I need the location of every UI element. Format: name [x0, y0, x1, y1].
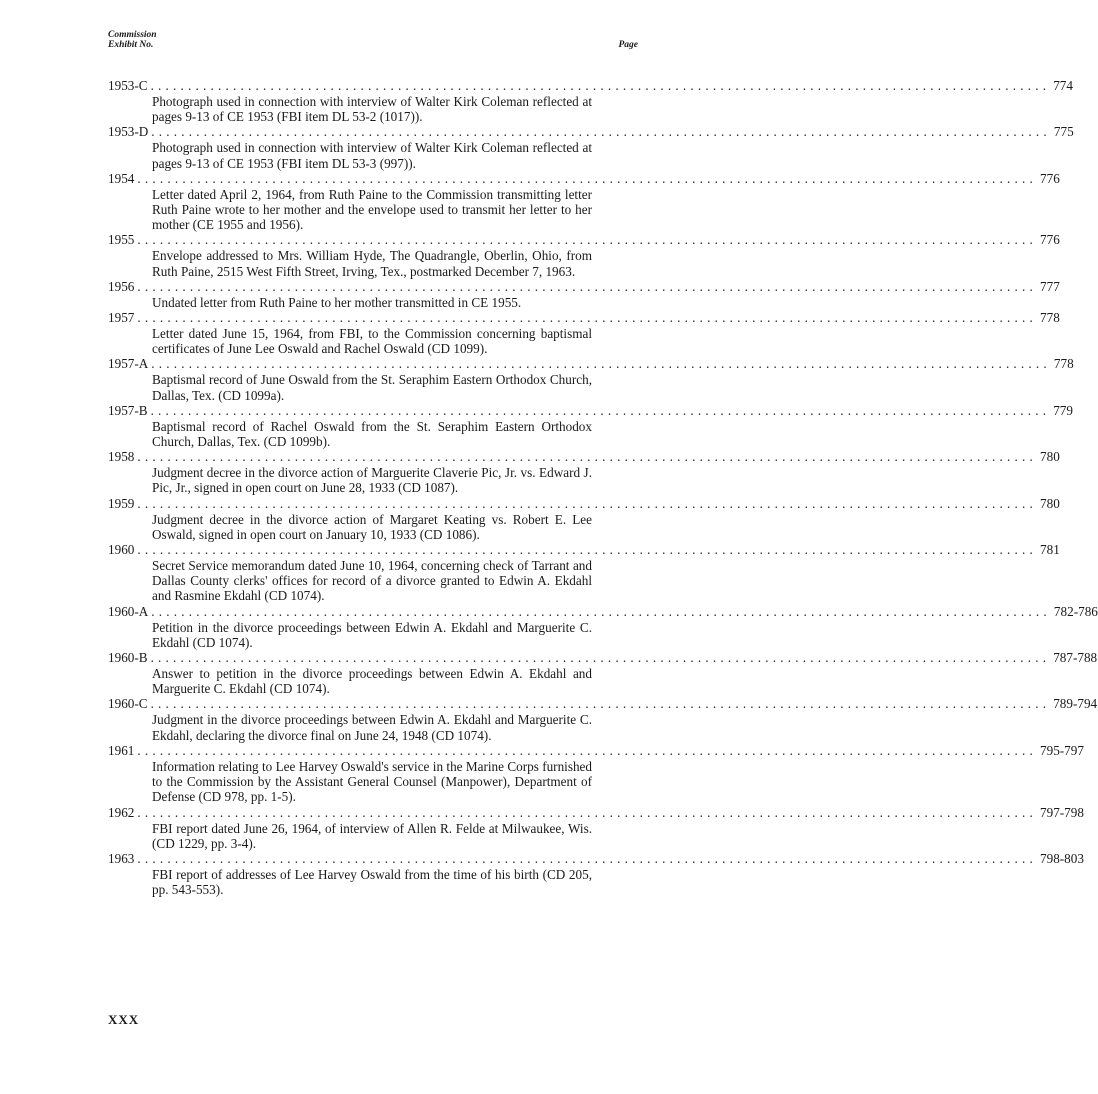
- exhibit-entry-line: [108, 742, 1084, 759]
- exhibit-description: Judgment decree in the divorce action of Margaret Keating vs. Robert E. Lee Oswald, signed in open court on January 10, 1933 (CD 1086).: [152, 511, 592, 542]
- column-header: [108, 28, 638, 80]
- exhibit-entry: [108, 449, 1060, 496]
- page-reference: 775: [1053, 124, 1074, 140]
- page-column-heading: Page: [618, 40, 638, 50]
- dot-leader: ........................................................................................................................: [137, 449, 1037, 465]
- exhibit-entry-line: [108, 650, 1098, 666]
- exhibit-number: 1960: [108, 542, 135, 558]
- exhibit-description: Photograph used in connection with interview of Walter Kirk Coleman reflected at pages 9-13 of CE 1953 (FBI item DL 53-2 (1017)).: [152, 94, 592, 125]
- exhibit-entry-line: [108, 232, 1060, 248]
- dot-leader: ........................................................................................................................: [150, 402, 1051, 418]
- exhibit-entry-line: [108, 850, 1084, 867]
- page-reference: 797-798: [1040, 804, 1084, 820]
- exhibit-entry-line: [108, 449, 1060, 465]
- exhibit-entry-line: [108, 78, 1073, 94]
- page-reference: 789-794: [1053, 696, 1098, 712]
- exhibit-heading-line1: Commission: [108, 30, 157, 40]
- page-reference: 781: [1040, 542, 1060, 558]
- dot-leader: ........................................................................................................................: [151, 124, 1051, 140]
- dot-leader: ........................................................................................................................: [137, 542, 1037, 558]
- exhibit-number: 1957-A: [108, 356, 149, 372]
- page-reference: 778: [1053, 356, 1074, 372]
- page-reference: 795-797: [1040, 742, 1084, 758]
- exhibit-description: Judgment decree in the divorce action of Marguerite Claverie Pic, Jr. vs. Edward J. Pic, Jr., signed in open court on June 28, 1933 (CD 1087).: [152, 465, 592, 496]
- exhibit-number: 1960-B: [108, 650, 148, 666]
- page-reference: 776: [1040, 170, 1060, 186]
- exhibit-entry: [108, 850, 1084, 898]
- dot-leader: ........................................................................................................................: [137, 850, 1037, 866]
- exhibit-description: Letter dated June 15, 1964, from FBI, to the Commission concerning baptismal certificates of June Lee Oswald and Rachel Oswald (CD 1099).: [152, 326, 592, 357]
- exhibit-number: 1958: [108, 449, 135, 465]
- exhibit-entry: [108, 232, 1060, 279]
- exhibit-entry: [108, 124, 1074, 171]
- page-reference: 774: [1053, 78, 1073, 93]
- page-reference: 779: [1053, 402, 1073, 418]
- exhibit-number: 1957: [108, 310, 135, 326]
- dot-leader: ........................................................................................................................: [150, 696, 1051, 712]
- exhibit-number: 1963: [108, 850, 135, 866]
- exhibit-description: Letter dated April 2, 1964, from Ruth Paine to the Commission transmitting letter Ruth Paine wrote to her mother and the envelope used to transmit her letter to her mother (CE 1955 and 1956).: [152, 186, 592, 233]
- page-number-footer: XXX: [108, 1012, 140, 1027]
- exhibit-number: 1957-B: [108, 402, 148, 418]
- exhibit-description: FBI report dated June 26, 1964, of interview of Allen R. Felde at Milwaukee, Wis. (CD 1229, pp. 3-4).: [152, 820, 592, 851]
- dot-leader: ........................................................................................................................: [151, 603, 1051, 619]
- dot-leader: ........................................................................................................................: [137, 495, 1037, 511]
- page-reference: 780: [1040, 495, 1060, 511]
- exhibit-entry: [108, 603, 1098, 650]
- document-page: [108, 28, 1098, 898]
- exhibit-number: 1960-C: [108, 696, 148, 712]
- exhibit-heading-line2: Exhibit No.: [108, 40, 154, 50]
- dot-leader: ........................................................................................................................: [137, 742, 1037, 758]
- exhibit-entry-line: [108, 495, 1060, 512]
- exhibit-entry-line: [108, 170, 1060, 187]
- exhibit-entry: [108, 650, 1098, 697]
- page-reference: 787-788: [1053, 650, 1098, 666]
- page-reference: 777: [1040, 278, 1060, 294]
- exhibit-description: Photograph used in connection with interview of Walter Kirk Coleman reflected at pages 9-13 of CE 1953 (FBI item DL 53-3 (997)).: [152, 140, 592, 171]
- exhibit-entry: [108, 696, 1098, 743]
- exhibit-number: 1953-D: [108, 124, 149, 140]
- exhibit-entry: [108, 495, 1060, 542]
- dot-leader: ........................................................................................................................: [137, 804, 1037, 820]
- exhibit-list: [108, 78, 1098, 898]
- dot-leader: ........................................................................................................................: [150, 78, 1051, 93]
- exhibit-description: Baptismal record of Rachel Oswald from the St. Seraphim Eastern Orthodox Church, Dallas, Tex. (CD 1099b).: [152, 418, 592, 450]
- page-reference: 776: [1040, 232, 1060, 248]
- exhibit-entry: [108, 170, 1060, 233]
- exhibit-entry: [108, 542, 1060, 604]
- dot-leader: ........................................................................................................................: [151, 356, 1051, 372]
- page-reference: 798-803: [1040, 850, 1084, 866]
- exhibit-number: 1959: [108, 495, 135, 511]
- exhibit-entry-line: [108, 310, 1060, 326]
- exhibit-number: 1961: [108, 742, 135, 758]
- exhibit-number: 1960-A: [108, 603, 149, 619]
- exhibit-entry-line: [108, 278, 1060, 295]
- exhibit-entry: [108, 78, 1073, 125]
- exhibit-description: Answer to petition in the divorce proceedings between Edwin A. Ekdahl and Marguerite C. Ekdahl (CD 1074).: [152, 666, 592, 697]
- dot-leader: ........................................................................................................................: [137, 278, 1037, 294]
- exhibit-entry-line: [108, 356, 1074, 372]
- exhibit-number: 1954: [108, 170, 135, 186]
- exhibit-description: Baptismal record of June Oswald from the St. Seraphim Eastern Orthodox Church, Dallas, Tex. (CD 1099a).: [152, 372, 592, 403]
- exhibit-number: 1962: [108, 804, 135, 820]
- exhibit-description: Information relating to Lee Harvey Oswald's service in the Marine Corps furnished to the Commission by the Assistant General Counsel (Manpower), Department of Defense (CD 978, pp. 1-5).: [152, 758, 592, 805]
- exhibit-description: FBI report of addresses of Lee Harvey Oswald from the time of his birth (CD 205, pp. 543-553).: [152, 866, 592, 898]
- exhibit-entry: [108, 356, 1074, 403]
- exhibit-entry-line: [108, 542, 1060, 558]
- exhibit-entry: [108, 278, 1060, 310]
- exhibit-number: 1955: [108, 232, 135, 248]
- dot-leader: ........................................................................................................................: [137, 170, 1037, 186]
- exhibit-entry-line: [108, 603, 1098, 620]
- exhibit-entry-line: [108, 804, 1084, 821]
- exhibit-entry: [108, 804, 1084, 851]
- exhibit-entry: [108, 402, 1073, 450]
- dot-leader: ........................................................................................................................: [150, 650, 1051, 666]
- dot-leader: ........................................................................................................................: [137, 232, 1037, 248]
- exhibit-description: Judgment in the divorce proceedings between Edwin A. Ekdahl and Marguerite C. Ekdahl, declaring the divorce final on June 24, 1948 (CD 1074).: [152, 712, 592, 743]
- page-reference: 778: [1040, 310, 1060, 326]
- exhibit-entry-line: [108, 696, 1098, 712]
- page-reference: 782-786: [1053, 603, 1098, 619]
- dot-leader: ........................................................................................................................: [137, 310, 1037, 326]
- exhibit-entry: [108, 742, 1084, 805]
- exhibit-number: 1953-C: [108, 78, 148, 93]
- exhibit-description: Petition in the divorce proceedings between Edwin A. Ekdahl and Marguerite C. Ekdahl (CD 1074).: [152, 619, 592, 650]
- exhibit-entry-line: [108, 124, 1074, 140]
- exhibit-column-heading: [108, 30, 157, 50]
- exhibit-entry-line: [108, 402, 1073, 419]
- exhibit-entry: [108, 310, 1060, 357]
- page-reference: 780: [1040, 449, 1060, 465]
- exhibit-description: Undated letter from Ruth Paine to her mother transmitted in CE 1955.: [152, 294, 522, 310]
- exhibit-description: Secret Service memorandum dated June 10, 1964, concerning check of Tarrant and Dallas County clerks' offices for record of a divorce granted to Edwin A. Ekdahl and Rasmine Ekdahl (CD 1074).: [152, 558, 592, 604]
- exhibit-description: Envelope addressed to Mrs. William Hyde, The Quadrangle, Oberlin, Ohio, from Ruth Paine, 2515 West Fifth Street, Irving, Tex., postmarked December 7, 1963.: [152, 248, 592, 279]
- exhibit-number: 1956: [108, 278, 135, 294]
